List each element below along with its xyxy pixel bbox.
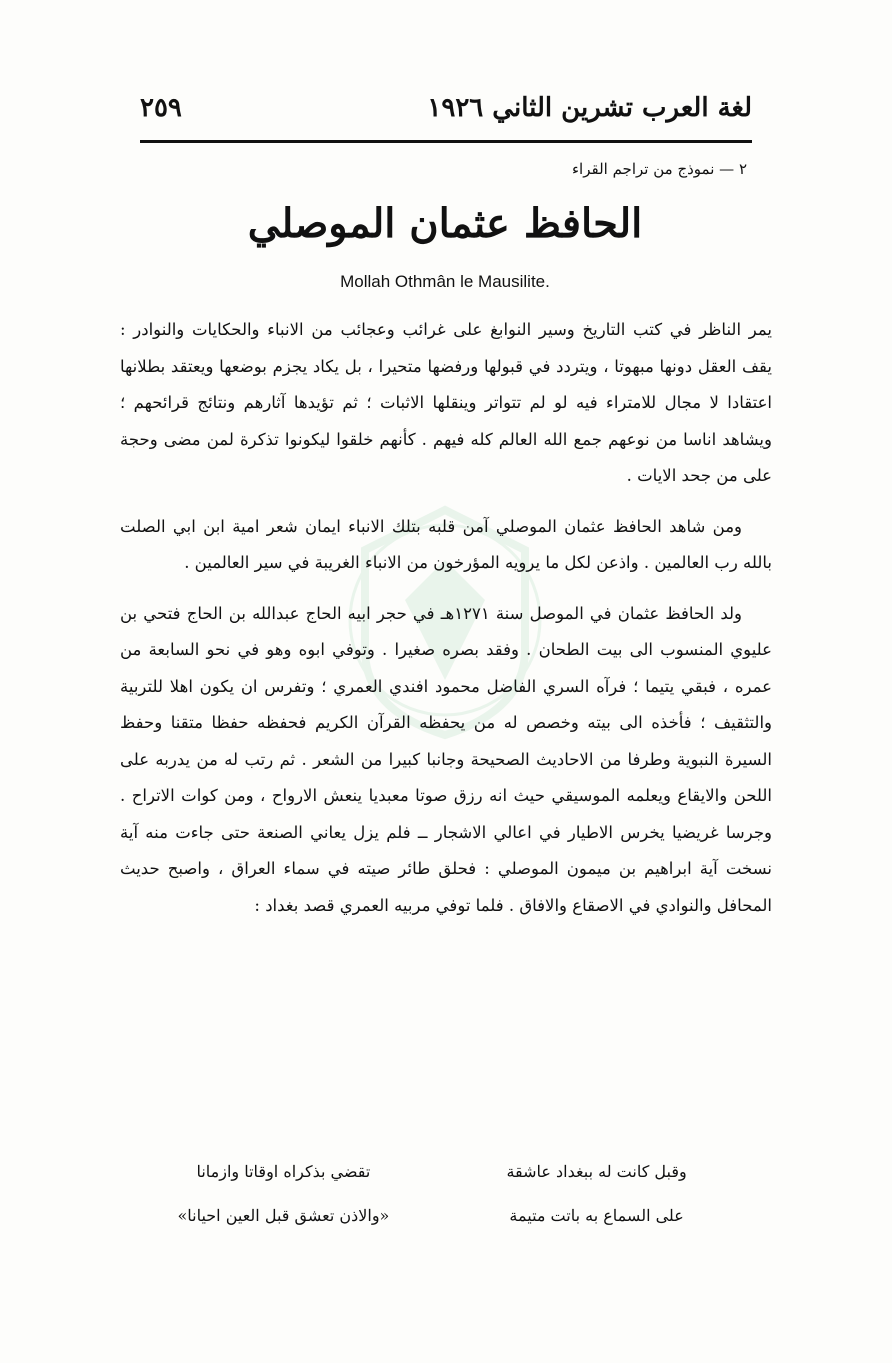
series-label: ٢ — نموذج من تراجم القراء bbox=[571, 160, 747, 178]
verse-hemistich: تقضي بذكراه اوقاتا وازمانا bbox=[196, 1162, 371, 1181]
paragraph: ومن شاهد الحافظ عثمان الموصلي آمن قلبه بتلك الانباء ايمان شعر امية ابن ابي الصلت بالله رب العالمين . واذعن لكل ما يرويه المؤرخون من الانباء الغريبة في سير العالمين . bbox=[120, 516, 772, 572]
verse-hemistich: على السماع به باتت متيمة bbox=[509, 1206, 684, 1225]
poem-verse bbox=[150, 1150, 730, 1238]
verse-line bbox=[150, 1194, 730, 1238]
article-title: الحافظ عثمان الموصلي bbox=[247, 200, 643, 247]
verse-line bbox=[150, 1150, 730, 1194]
article-subtitle: Mollah Othmân le Mausilite. bbox=[340, 272, 550, 291]
verse-hemistich: «والاذن تعشق قبل العين احيانا» bbox=[177, 1206, 390, 1225]
paragraph: يمر الناظر في كتب التاريخ وسير النوابغ على غرائب وعجائب من الانباء والحكايات والنوادر : يقف العقل دونها مبهوتا ، ويتردد في قبولها ورفضها متحيرا ، بل يكاد يجزم بوضعها ويعتقد بطلانها اعتقادا لا مجال للامتراء فيه لو لم تتواتر وينقلها الاثبات ؛ ثم تؤيدها آثارهم ونتائج قرائحهم ؛ ويشاهد اناسا من نوعهم جمع الله العالم كله فيهم . كأنهم خلقوا ليكونوا تذكرة لمن مضى وحجة على من جحد الايات . bbox=[120, 320, 772, 485]
page-number: ٢٥٩ bbox=[140, 93, 182, 123]
verse-hemistich: وقبل كانت له ببغداد عاشقة bbox=[506, 1162, 687, 1181]
journal-title: لغة العرب تشرين الثاني ١٩٢٦ bbox=[427, 93, 752, 123]
running-header bbox=[140, 88, 752, 128]
header-rule bbox=[140, 140, 752, 143]
paragraph: ولد الحافظ عثمان في الموصل سنة ١٢٧١هـ في حجر ابيه الحاج عبدالله بن الحاج فتحي بن عليوي المنسوب الى بيت الطحان . وفقد بصره صغيرا . وتوفي ابوه وهو في نحو السابعة من عمره ، فبقي يتيما ؛ فرآه السري الفاضل محمود افندي العمري ؛ وتفرس ان يكون اهلا للتربية والتثقيف ؛ فأخذه الى بيته وخصص له من يحفظه القرآن الكريم فحفظه حفظا متقنا وحفظ السيرة النبوية وطرفا من الاحاديث الصحيحة وجانبا كبيرا من الشعر . ثم رتب له من يدربه على اللحن والايقاع ويعلمه الموسيقي حيث انه رزق صوتا معبديا ينعش الارواح ، ومن كوات الاتراح . وجرسا غريضيا يخرس الاطيار في اعالي الاشجار ــ فلم يزل يعاني الصنعة حتى جاءت منه آية نسخت آية ابراهيم بن ميمون الموصلي : فحلق طائر صيته في سماء العراق ، واصبح حديث المحافل والنوادي في الاصقاع والافاق . فلما توفي مربيه العمري قصد بغداد : bbox=[120, 603, 772, 915]
article-body bbox=[120, 312, 772, 938]
